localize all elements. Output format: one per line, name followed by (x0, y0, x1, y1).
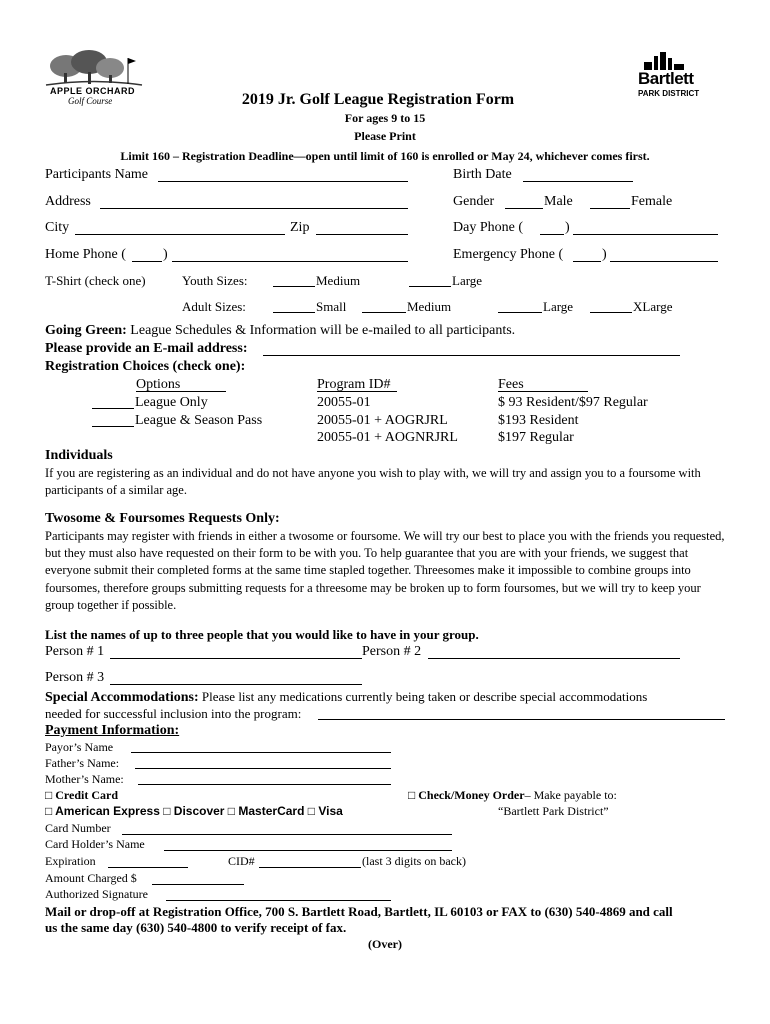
option-league-only: League Only (135, 395, 208, 410)
check-line (408, 789, 617, 801)
please-print-text: Please Print (354, 129, 416, 143)
home-phone-area-field[interactable] (132, 261, 162, 262)
program-id-3: 20055-01 + AOGNRJRL (317, 430, 458, 445)
youth-medium-blank[interactable] (273, 286, 315, 287)
card-holder-label: Card Holder’s Name (45, 837, 145, 851)
fee-2: $193 Resident (498, 413, 579, 428)
adult-xlarge-label: XLarge (633, 299, 673, 314)
special-text2: needed for successful inclusion into the program: (45, 706, 302, 721)
participant-name-field[interactable] (158, 181, 408, 182)
fees-header-underline (498, 391, 588, 392)
options-header-underline (136, 391, 226, 392)
adult-large-blank[interactable] (498, 312, 542, 313)
person1-label: Person # 1 (45, 644, 105, 659)
special-line1 (45, 690, 647, 705)
special-field[interactable] (318, 719, 725, 720)
individuals-text: If you are registering as an individual and do not have anyone you wish to play with, we will try and assign you to a foursome with participants of a similar age. (45, 466, 701, 497)
amount-field[interactable] (152, 884, 244, 885)
logo-left-line2: Golf Course (68, 96, 113, 106)
program-id-1: 20055-01 (317, 395, 371, 410)
league-season-pass-checkbox[interactable] (92, 426, 134, 427)
card-holder-field[interactable] (164, 850, 452, 851)
youth-large-label: Large (452, 273, 483, 288)
over-text: (Over) (368, 937, 402, 951)
youth-large-blank[interactable] (409, 286, 451, 287)
fee-1: $ 93 Resident/$97 Regular (498, 395, 648, 410)
cid-label: CID# (228, 854, 255, 868)
person3-field[interactable] (110, 684, 362, 685)
zip-field[interactable] (316, 234, 408, 235)
birth-date-label: Birth Date (453, 167, 512, 182)
mail-line2: us the same day (630) 540-4800 to verify receipt of fax. (45, 920, 347, 935)
signature-label: Authorized Signature (45, 887, 148, 901)
day-phone-area-field[interactable] (540, 234, 564, 235)
bartlett-logo (636, 50, 706, 102)
registration-heading: Registration Choices (check one): (45, 359, 246, 374)
address-field[interactable] (100, 208, 408, 209)
emergency-phone-label: Emergency Phone ( (453, 247, 564, 262)
tshirt-label: T-Shirt (check one) (45, 273, 146, 288)
adult-sizes-label: Adult Sizes: (182, 299, 246, 314)
day-phone-label: Day Phone ( (453, 220, 523, 235)
mother-label: Mother’s Name: (45, 772, 124, 786)
options-header: Options (136, 377, 181, 392)
check-option[interactable]: □ Check/Money Order (408, 788, 525, 802)
expiration-label: Expiration (45, 854, 96, 868)
individuals-heading: Individuals (45, 448, 113, 463)
mother-field[interactable] (138, 784, 391, 785)
person3-label: Person # 3 (45, 670, 105, 685)
card-types[interactable]: □ American Express □ Discover □ MasterCard □ Visa (45, 804, 343, 818)
ages-text: For ages 9 to 15 (344, 111, 426, 125)
person2-field[interactable] (428, 658, 680, 659)
adult-medium-blank[interactable] (362, 312, 406, 313)
father-field[interactable] (135, 768, 391, 769)
cid-field[interactable] (259, 867, 361, 868)
gender-label: Gender (453, 194, 495, 209)
day-phone-close: ) (565, 220, 570, 235)
person1-field[interactable] (110, 658, 362, 659)
credit-card-option[interactable]: □ Credit Card (45, 788, 119, 802)
adult-small-blank[interactable] (273, 312, 315, 313)
zip-label: Zip (290, 220, 310, 235)
adult-large-label: Large (543, 299, 574, 314)
program-id-2: 20055-01 + AOGRJRL (317, 413, 448, 428)
limit-text: Limit 160 – Registration Deadline—open until limit of 160 is enrolled or May 24, whichever comes first. (120, 149, 650, 163)
emergency-phone-close: ) (602, 247, 607, 262)
home-phone-close: ) (163, 247, 168, 262)
option-league-season-pass: League & Season Pass (135, 413, 263, 428)
adult-small-label: Small (316, 299, 347, 314)
fee-3: $197 Regular (498, 430, 574, 445)
mail-line1: Mail or drop-off at Registration Office, 700 S. Bartlett Road, Bartlett, IL 60103 or FAX to (630) 540-4869 and call (45, 904, 673, 919)
tree-icon (44, 48, 144, 88)
going-green-line (45, 324, 515, 338)
program-header: Program ID# (317, 377, 391, 392)
payable-to: “Bartlett Park District” (498, 804, 609, 818)
day-phone-field[interactable] (573, 234, 718, 235)
city-label: City (45, 220, 70, 235)
gender-female-blank[interactable] (590, 208, 630, 209)
league-only-checkbox[interactable] (92, 408, 134, 409)
card-number-field[interactable] (122, 834, 452, 835)
person2-label: Person # 2 (362, 644, 422, 659)
home-phone-field[interactable] (172, 261, 408, 262)
groups-heading: Twosome & Foursomes Requests Only: (45, 511, 280, 526)
adult-xlarge-blank[interactable] (590, 312, 632, 313)
special-text: Please list any medications currently being taken or describe special accommodations (198, 689, 648, 704)
email-label: Please provide an E-mail address: (45, 341, 248, 356)
groups-text: Participants may register with friends in either a twosome or foursome. We will try our best to place you with the friends you requested, but they must also have requested on their form to be with you. To help guarantee that you are with your friends, we suggest that everyone submit their completed forms at the same time stapled together. Threesomes make it impossible to combine groups into foursomes, therefore groups submitting requests for a threesome may be broken up to form foursomes, but we will try to keep your group together if possible. (45, 529, 725, 612)
logo-right-line2: PARK DISTRICT (638, 89, 700, 98)
cid-note: (last 3 digits on back) (362, 854, 466, 868)
signature-field[interactable] (166, 900, 391, 901)
logo-left-line1: APPLE ORCHARD (50, 86, 136, 96)
father-label: Father’s Name: (45, 756, 120, 770)
city-field[interactable] (75, 234, 285, 235)
payment-heading: Payment Information: (45, 723, 180, 738)
birth-date-field[interactable] (523, 181, 633, 182)
card-number-label: Card Number (45, 821, 111, 835)
youth-medium-label: Medium (316, 273, 361, 288)
apple-orchard-logo (44, 48, 144, 106)
payor-field[interactable] (131, 752, 391, 753)
emergency-phone-area-field[interactable] (573, 261, 601, 262)
logo-right-line1: Bartlett (638, 69, 694, 88)
form-title: 2019 Jr. Golf League Registration Form (241, 91, 515, 108)
amount-label: Amount Charged $ (45, 871, 137, 885)
gender-female-label: Female (631, 194, 673, 209)
address-label: Address (45, 194, 91, 209)
expiration-field[interactable] (108, 867, 188, 868)
list-heading: List the names of up to three people that you would like to have in your group. (45, 627, 479, 642)
participant-name-label: Participants Name (45, 167, 149, 182)
gender-male-label: Male (544, 194, 573, 209)
youth-sizes-label: Youth Sizes: (182, 273, 248, 288)
email-field[interactable] (263, 355, 680, 356)
check-text: – Make payable to: (524, 788, 617, 802)
fees-header: Fees (498, 377, 524, 392)
home-phone-label: Home Phone ( (45, 247, 126, 262)
going-green-text: League Schedules & Information will be e-mailed to all participants. (126, 323, 516, 338)
emergency-phone-field[interactable] (610, 261, 718, 262)
program-header-underline (317, 391, 397, 392)
going-green-heading: Going Green: (45, 323, 127, 338)
special-heading: Special Accommodations: (45, 690, 199, 705)
gender-male-blank[interactable] (505, 208, 543, 209)
adult-medium-label: Medium (407, 299, 452, 314)
payor-label: Payor’s Name (45, 740, 114, 754)
